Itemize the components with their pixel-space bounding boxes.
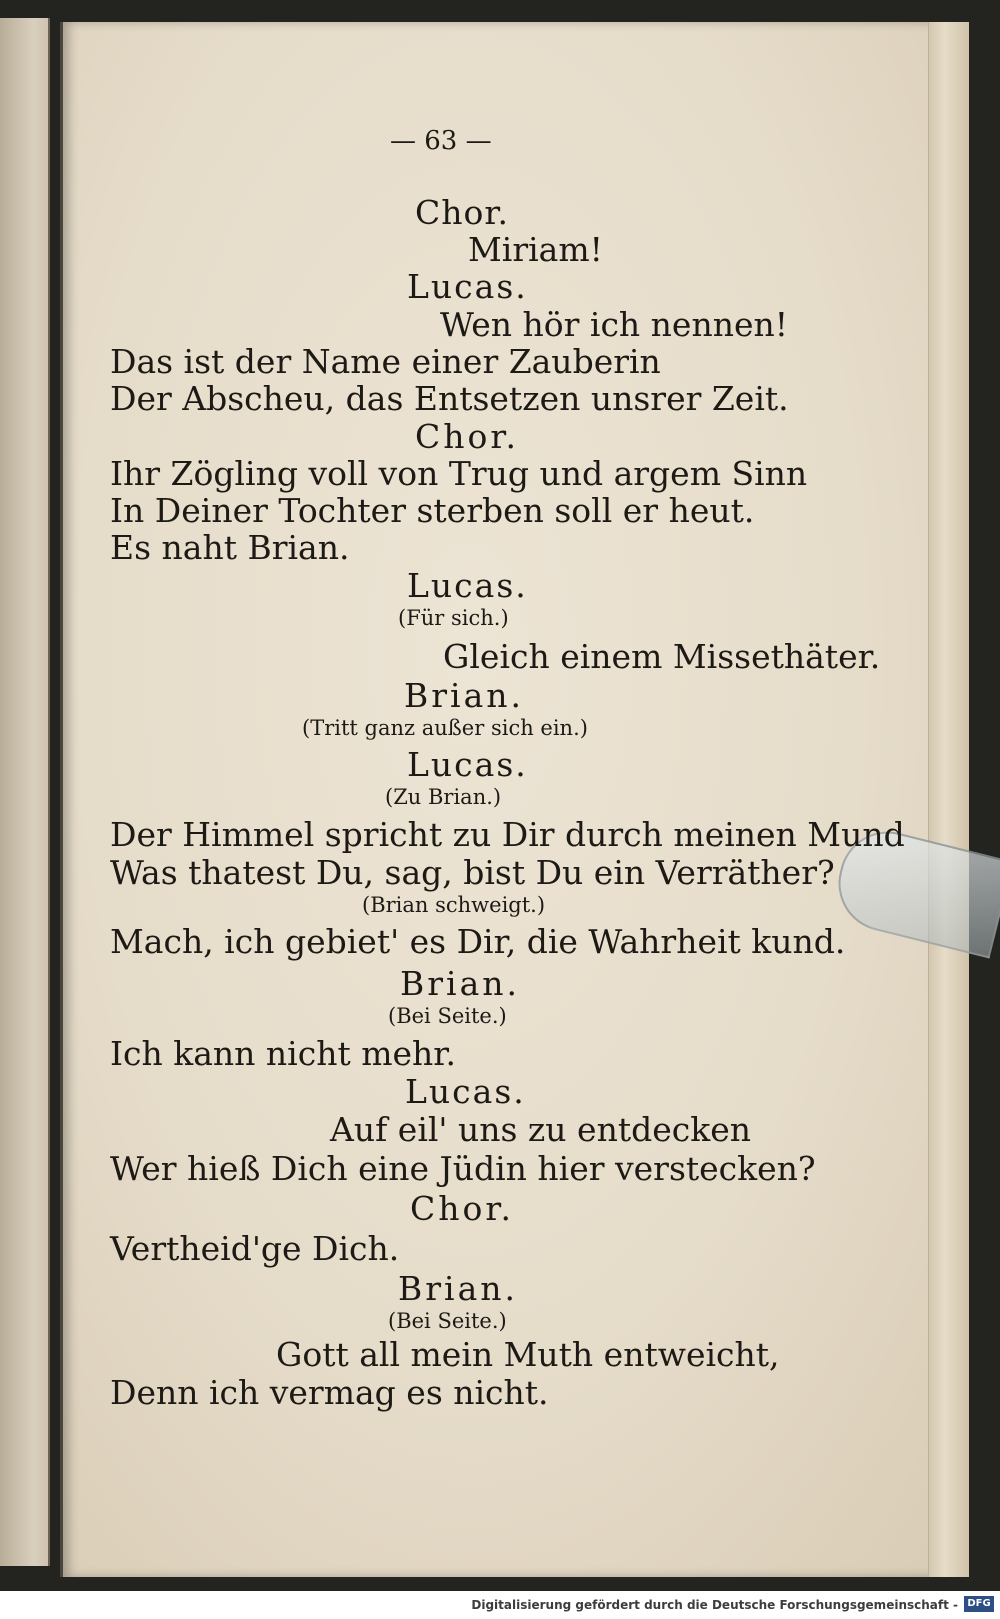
stage-direction: (Bei Seite.) — [388, 1004, 507, 1028]
verse-line: Gleich einem Missethäter. — [443, 637, 881, 676]
speaker-heading: Lucas. — [407, 566, 528, 605]
page-number: — 63 — — [390, 126, 492, 156]
speaker-heading: Chor. — [415, 193, 510, 232]
verse-line: Wen hör ich nennen! — [440, 305, 788, 344]
verse-line: Vertheid'ge Dich. — [110, 1229, 400, 1268]
verse-line: Wer hieß Dich eine Jüdin hier verstecken? — [110, 1149, 816, 1188]
funding-credit: Digitalisierung gefördert durch die Deutsche Forschungsgemeinschaft - — [471, 1598, 958, 1612]
stage-direction: (Bei Seite.) — [388, 1309, 507, 1333]
speaker-heading: Lucas. — [407, 745, 528, 784]
stage-direction: (Tritt ganz außer sich ein.) — [302, 716, 588, 740]
digitization-footer — [0, 1591, 1000, 1619]
speaker-heading: Brian. — [398, 1269, 518, 1308]
verse-line: Es naht Brian. — [110, 528, 350, 567]
verse-line: Ich kann nicht mehr. — [110, 1034, 456, 1073]
verse-line: Mach, ich gebiet' es Dir, die Wahrheit kund. — [110, 922, 846, 961]
speaker-heading: Brian. — [404, 676, 524, 715]
speaker-heading: Brian. — [400, 964, 520, 1003]
stage-direction: (Für sich.) — [398, 606, 509, 630]
stage-direction: (Brian schweigt.) — [362, 893, 546, 917]
speaker-heading: Lucas. — [407, 267, 528, 306]
verse-line: Was thatest Du, sag, bist Du ein Verräther? — [110, 853, 835, 892]
stage-direction: (Zu Brian.) — [385, 785, 502, 809]
verse-line: Ihr Zögling voll von Trug und argem Sinn — [110, 454, 808, 493]
verse-line: Denn ich vermag es nicht. — [110, 1373, 549, 1412]
verse-line: In Deiner Tochter sterben soll er heut. — [110, 491, 755, 530]
speaker-heading: Lucas. — [405, 1072, 526, 1111]
verse-line: Der Himmel spricht zu Dir durch meinen Mund — [110, 815, 905, 854]
verse-line: Gott all mein Muth entweicht, — [276, 1335, 780, 1374]
dfg-logo: DFG — [964, 1596, 994, 1612]
verse-line: Miriam! — [468, 230, 603, 269]
verse-line: Das ist der Name einer Zauberin — [110, 342, 661, 381]
speaker-heading: Chor. — [410, 1189, 515, 1228]
verse-line: Auf eil' uns zu entdecken — [330, 1110, 752, 1149]
speaker-heading: Chor. — [415, 417, 520, 456]
verse-line: Der Abscheu, das Entsetzen unsrer Zeit. — [110, 379, 789, 418]
